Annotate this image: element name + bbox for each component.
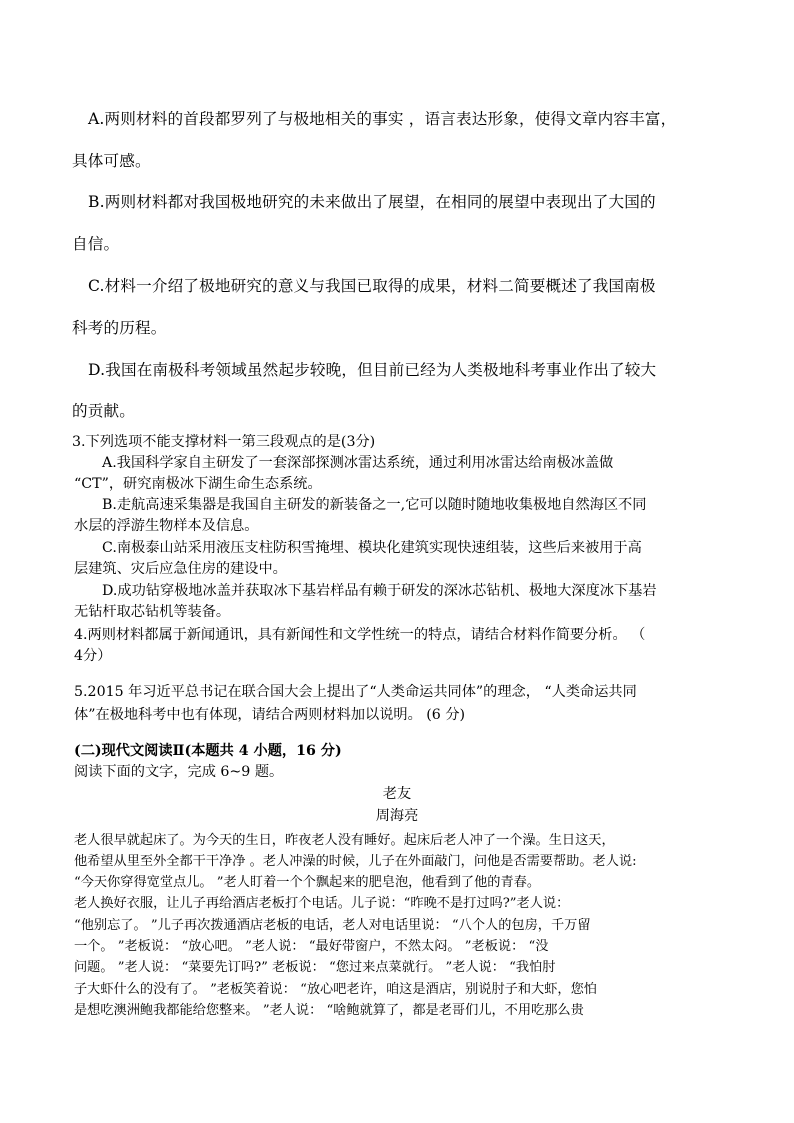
q3-option-d-line2: 无钻杆取芯钻机等装备。 [74,604,231,620]
story-line: “今天你穿得宽堂点儿。 ”老人盯着一个个飘起来的肥皂泡，他看到了他的青春。 [74,875,541,890]
q3-option-c-line2: 层建筑、灾后应急住房的建设中。 [74,561,287,577]
story-line: 是想吃澳洲鲍我都能给您整来。 ”老人说： “啥鲍就算了，都是老哥们儿，不用吃那么贵 [74,1003,584,1018]
story-line: 老人换好衣服，让儿子再给酒店老板打个电话。儿子说：“昨晚不是打过吗?”老人说： [74,896,570,911]
q5-line2: 体”在极地科考中也有体现，请结合两则材料加以说明。 (6 分) [74,707,466,723]
q3-option-c-line1: C.南极泰山站采用液压支柱防积雪掩埋、模块化建筑实现快速组装，这些后来被用于高 [102,540,642,556]
section-heading: (二)现代文阅读Ⅱ(本题共 4 小题，16 分) [74,743,342,759]
q3-stem: 3.下列选项不能支撑材料一第三段观点的是(3分) [72,434,376,450]
story-line: 他希望从里至外全都干干净净 。老人冲澡的时候，儿子在外面敲门，问他是否需要帮助。老人说: [74,854,637,869]
story-line: 老人很早就起床了。为今天的生日，昨夜老人没有睡好。起床后老人冲了一个澡。生日这天， [74,833,615,848]
q2-option-a-line2: 具体可感。 [72,152,151,170]
q2-option-c-line2: 科考的历程。 [72,319,167,337]
story-line: “他别忘了。 ”儿子再次拨通酒店老板的电话，老人对电话里说： “八个人的包房，千万留 [74,918,591,933]
section-instruction: 阅读下面的文字，完成 6~9 题。 [74,764,284,780]
q3-option-b-line1: B.走航高速采集器是我国自主研发的新装备之一,它可以随时随地收集极地自然海区不同 [102,497,647,513]
story-line: 一个。 ”老板说： “放心吧。 ”老人说： “最好带窗户，不然太闷。 ”老板说： “没 [74,939,549,954]
q3-option-a-line1: A.我国科学家自主研发了一套深部探测冰雷达系统，通过利用冰雷达给南极冰盖做 [102,455,614,471]
q2-option-d-line1: D.我国在南极科考领域虽然起步较晚，但目前已经为人类极地科考事业作出了较大 [88,361,657,379]
q2-option-a-line1: A.两则材料的首段都罗列了与极地相关的事实 ，语言表达形象，使得文章内容丰富， [88,110,677,128]
q3-option-a-line2: “CT”，研究南极冰下湖生命生态系统。 [74,476,322,492]
q2-option-d-line2: 的贡献。 [72,402,135,420]
story-author: 周海亮 [375,808,419,824]
q4-line1: 4.两则材料都属于新闻通讯，具有新闻性和文学性统一的特点，请结合材料作简要分析。 （ [74,627,646,643]
q5-line1: 5.2015 年习近平总书记在联合国大会上提出了“人类命运共同体”的理念， “人类命运共同 [74,684,637,700]
q3-option-b-line2: 水层的浮游生物样本及信息。 [74,518,259,534]
q3-option-d-line1: D.成功钻穿极地冰盖并获取冰下基岩样品有赖于研发的深冰芯钻机、极地大深度冰下基岩 [102,583,657,599]
story-line: 问题。 ”老人说： “菜要先订吗?” 老板说： “您过来点菜就行。 ”老人说： “我怕肘 [74,960,556,975]
q4-line2: 4分） [74,648,112,664]
story-title: 老友 [382,786,412,802]
q2-option-b-line1: B.两则材料都对我国极地研究的未来做出了展望，在相同的展望中表现出了大国的 [88,193,656,211]
q2-option-c-line1: C.材料一介绍了极地研究的意义与我国已取得的成果，材料二简要概述了我国南极 [88,277,656,295]
q2-option-b-line2: 自信。 [72,235,120,253]
story-line: 子大虾什么的没有了。 ”老板笑着说： “放心吧老许，咱这是酒店，别说肘子和大虾，您怕 [74,982,597,997]
